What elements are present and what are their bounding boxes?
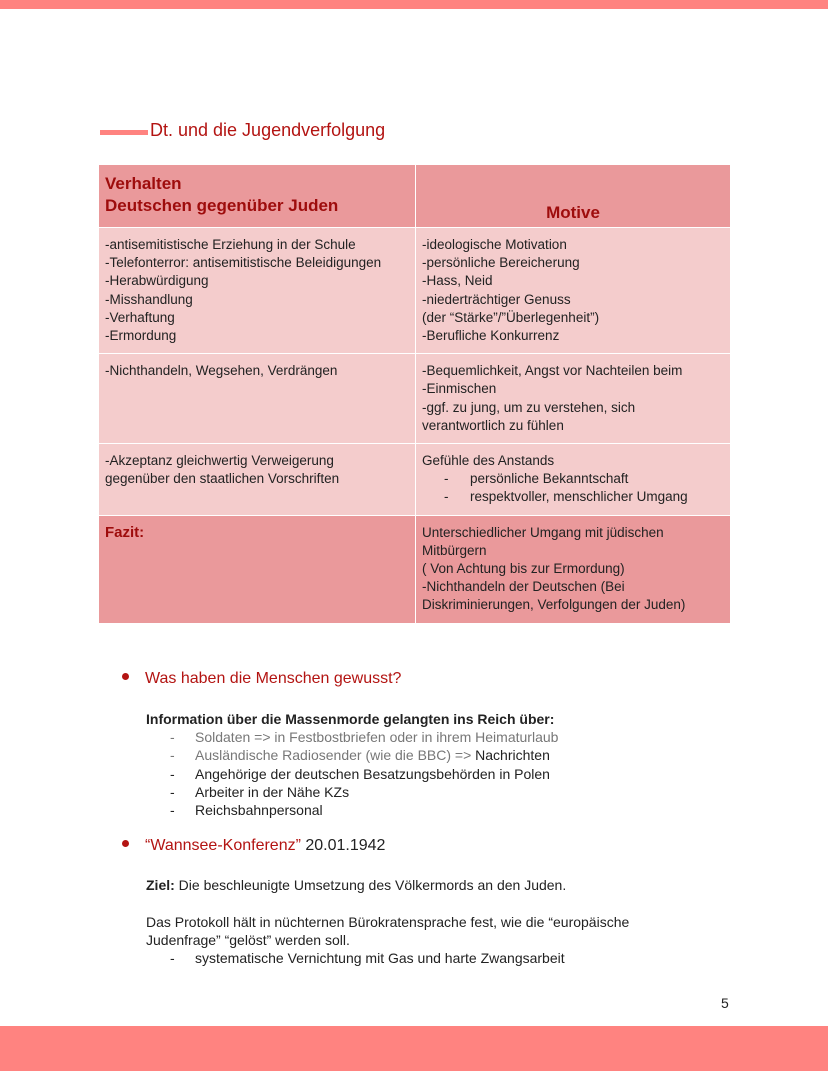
top-accent-bar	[0, 0, 828, 9]
row1-behavior	[99, 228, 416, 354]
list-item-text-emphasis: Nachrichten	[475, 747, 550, 764]
heading-text: Dt. und die Jugendverfolgung	[150, 119, 386, 140]
question-knowledge	[122, 670, 401, 688]
protocol-block	[146, 913, 706, 968]
list-item-text: systematische Vernichtung mit Gas und harte Zwangsarbeit	[195, 950, 565, 967]
goal-label: Ziel:	[146, 877, 175, 893]
dash-marker: -	[170, 802, 175, 819]
cell-line: gegenüber den staatlichen Vorschriften	[105, 471, 340, 487]
cell-line: -persönliche Bereicherung	[422, 255, 580, 271]
sub-item-text: respektvoller, menschlicher Umgang	[470, 489, 688, 505]
goal-text: Die beschleunigte Umsetzung des Völkermords an den Juden.	[178, 877, 567, 893]
sub-item-text: persönliche Bekanntschaft	[470, 471, 629, 487]
cell-line: -Bequemlichkeit, Angst vor Nachteilen beim	[422, 363, 683, 379]
row2-behavior	[99, 354, 416, 444]
cell-line: Unterschiedlicher Umgang mit jüdischen	[422, 524, 664, 540]
row2-motives	[416, 354, 731, 444]
cell-line: Diskriminierungen, Verfolgungen der Juden)	[422, 597, 686, 613]
cell-line: -Herabwürdigung	[105, 273, 209, 289]
wannsee-title: “Wannsee-Konferenz”	[145, 837, 301, 854]
behavior-motives-table	[98, 164, 731, 624]
page-number: 5	[721, 995, 729, 1011]
dash-marker: -	[170, 950, 175, 967]
wannsee-date: 20.01.1942	[305, 837, 386, 854]
cell-line: -ggf. zu jung, um zu verstehen, sich	[422, 399, 636, 415]
protocol-line: Das Protokoll hält in nüchternen Bürokratensprache fest, wie die “europäische	[146, 914, 630, 930]
dash-marker: -	[444, 489, 449, 505]
cell-line: -ideologische Motivation	[422, 237, 567, 252]
heading-accent-dash	[100, 130, 148, 135]
cell-line: -Hass, Neid	[422, 273, 493, 289]
list-item-text: Ausländische Radiosender (wie die BBC) =>	[195, 747, 476, 764]
information-block	[146, 710, 558, 819]
table-row	[99, 354, 731, 444]
info-title: Information über die Massenmorde gelangten ins Reich über:	[146, 711, 555, 727]
protocol-list	[146, 949, 706, 967]
cell-line: -niederträchtiger Genuss	[422, 291, 571, 307]
cell-line: Mitbürgern	[422, 542, 487, 558]
cell-line: -Misshandlung	[105, 291, 193, 307]
bullet-icon	[122, 673, 129, 680]
dash-marker: -	[170, 747, 175, 764]
table-header-row	[99, 165, 731, 228]
cell-line: -Nichthandeln der Deutschen (Bei	[422, 579, 625, 595]
section-heading	[100, 117, 385, 143]
bottom-accent-bar	[0, 1026, 828, 1071]
cell-line: -Akzeptanz gleichwertig Verweigerung	[105, 453, 334, 469]
header-behavior-line1: Verhalten	[105, 174, 182, 193]
goal-line	[146, 877, 566, 893]
list-item	[146, 801, 558, 819]
header-behavior	[99, 165, 416, 228]
header-motives: Motive	[416, 165, 731, 228]
cell-line: -Berufliche Konkurrenz	[422, 328, 560, 344]
list-item	[146, 949, 706, 967]
list-item-text: Arbeiter in der Nähe KZs	[195, 783, 350, 800]
cell-line: -Ermordung	[105, 328, 177, 344]
wannsee-heading	[122, 837, 385, 855]
cell-line: Gefühle des Anstands	[422, 453, 555, 469]
sub-list-item	[422, 488, 724, 506]
cell-line: -antisemitistische Erziehung in der Schule	[105, 237, 356, 252]
info-list	[146, 728, 558, 819]
row3-motives	[416, 444, 731, 516]
bullet-icon	[122, 840, 129, 847]
list-item-text: Angehörige der deutschen Besatzungsbehörden in Polen	[195, 765, 550, 782]
dash-marker: -	[170, 765, 175, 782]
table-row-fazit	[99, 515, 731, 623]
list-item	[146, 746, 558, 764]
protocol-line: Judenfrage” “gelöst” werden soll.	[146, 932, 350, 949]
list-item-text: Soldaten => in Festbostbriefen oder in ihrem Heimaturlaub	[195, 729, 559, 746]
cell-line: -Nichthandeln, Wegsehen, Verdrängen	[105, 363, 338, 379]
dash-marker: -	[170, 729, 175, 746]
fazit-text	[416, 515, 731, 623]
cell-line: ( Von Achtung bis zur Ermordung)	[422, 561, 625, 577]
cell-line: verantwortlich zu fühlen	[422, 417, 564, 433]
row3-behavior	[99, 444, 416, 516]
list-item	[146, 765, 558, 783]
dash-marker: -	[444, 471, 449, 487]
list-item	[146, 728, 558, 746]
list-item	[146, 783, 558, 801]
cell-line: (der “Stärke”/”Überlegenheit”)	[422, 309, 600, 325]
cell-line: -Einmischen	[422, 381, 497, 397]
table-row	[99, 444, 731, 516]
fazit-label: Fazit:	[99, 515, 416, 623]
row1-motives	[416, 228, 731, 354]
list-item-text: Reichsbahnpersonal	[195, 802, 323, 819]
cell-line: -Verhaftung	[105, 309, 175, 325]
sub-list-item	[422, 470, 724, 488]
cell-line: -Telefonterror: antisemitistische Beleidigungen	[105, 255, 382, 271]
dash-marker: -	[170, 783, 175, 800]
table-row	[99, 228, 731, 354]
question-text: Was haben die Menschen gewusst?	[145, 670, 402, 687]
header-behavior-line2: Deutschen gegenüber Juden	[105, 196, 339, 215]
